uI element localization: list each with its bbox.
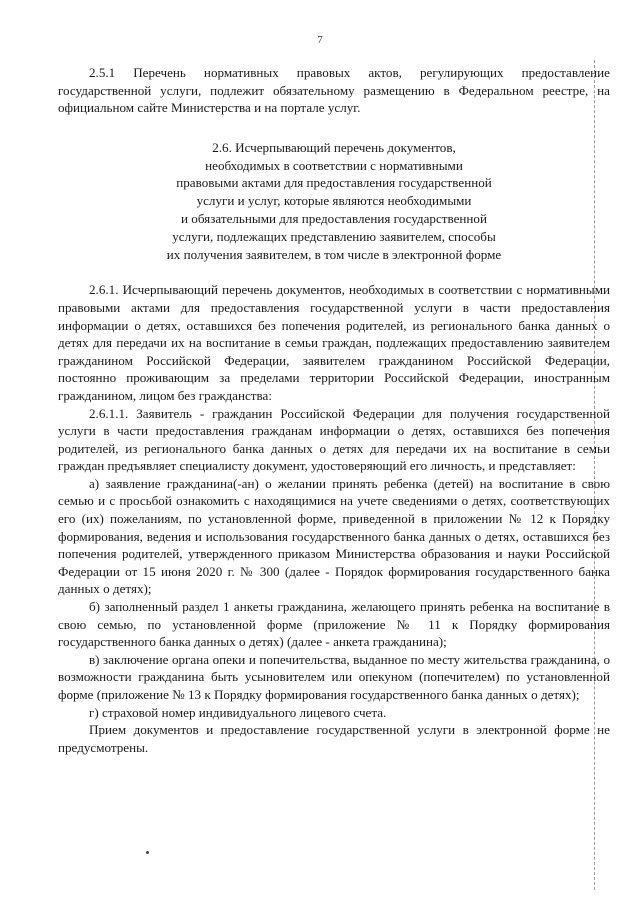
paragraph-2-6-1: 2.6.1. Исчерпывающий перечень документов, необходимых в соответствии с нормативными правовыми актами для предоставления государственной услуги в части предоставления информации о детях, оставшихся без попечения родителей, из регионального банка данных о детях для передачи их на воспитание в семьи граждан, подлежащих предоставлению заявителем гражданином Российской Федерации, заявителем гражданином Российской Федерации, постоянно проживающим за пределами территории Российской Федерации, иностранным гражданином, лицом без гражданства: (58, 282, 610, 403)
heading-line: правовыми актами для предоставления государственной (176, 175, 492, 191)
paragraph-2-5-1: 2.5.1 Перечень нормативных правовых актов, регулирующих предоставление государственной услуги, подлежит обязательному размещению в Федеральном реестре, на официальном сайте Министерства и на портале услуг. (58, 65, 610, 116)
list-item-a: а) заявление гражданина(-ан) о желании принять ребенка (детей) на воспитание в свою семью и с просьбой ознакомить с находящимися на учете сведениями о детях, соответствующих его (их) пожеланиям, по установленной форме, приведенной в приложении № 12 к Порядку формирования, ведения и использования государственного банка данных о детях, оставшихся без попечения родителей, утвержденного приказом Министерства образования и науки Российской Федерации от 15 июня 2020 г. № 300 (далее - Порядок формирования государственного банка данных о детях); (58, 475, 610, 597)
list-item-b: б) заполненный раздел 1 анкеты гражданина, желающего принять ребенка на воспитание в свою семью, по установленной форме (приложение № 11 к Порядку формирования государственного банка данных о детях) (далее - анкета гражданина); (58, 599, 610, 650)
closing-paragraph: Прием документов и предоставление государственной услуги в электронной форме не предусмотрены. (58, 722, 610, 755)
list-item-v: в) заключение органа опеки и попечительства, выданное по месту жительства гражданина, о возможности гражданина быть усыновителем или опекуном (попечителем) по установленной форме (приложение № 13 к Порядку формирования государственного банка данных о детях); (58, 651, 610, 703)
section-heading-2-6 (58, 139, 610, 264)
heading-line: их получения заявителем, в том числе в электронной форме (166, 246, 502, 262)
heading-line: 2.6. Исчерпывающий перечень документов, (212, 139, 456, 155)
heading-line: и обязательными для предоставления государственной (181, 210, 487, 226)
heading-line: услуги, подлежащих представлению заявителем, способы (172, 228, 496, 244)
page-number: 7 (317, 34, 323, 46)
document-body (58, 64, 610, 756)
list-item-g: г) страховой номер индивидуального лицевого счета. (89, 704, 387, 720)
scan-artifact-dot (146, 851, 149, 854)
heading-line: услуги и услуг, которые являются необходимыми (196, 193, 472, 209)
heading-line: необходимых в соответствии с нормативными (205, 157, 463, 173)
paragraph-2-6-1-1: 2.6.1.1. Заявитель - гражданин Российской Федерации для получения государственной услуги в части предоставления гражданам информации о детях, оставшихся без попечения родителей, из регионального банка данных о детях для передачи их на воспитание в семьи граждан предъявляет специалисту документ, удостоверяющий его личность, и представляет: (58, 405, 610, 474)
